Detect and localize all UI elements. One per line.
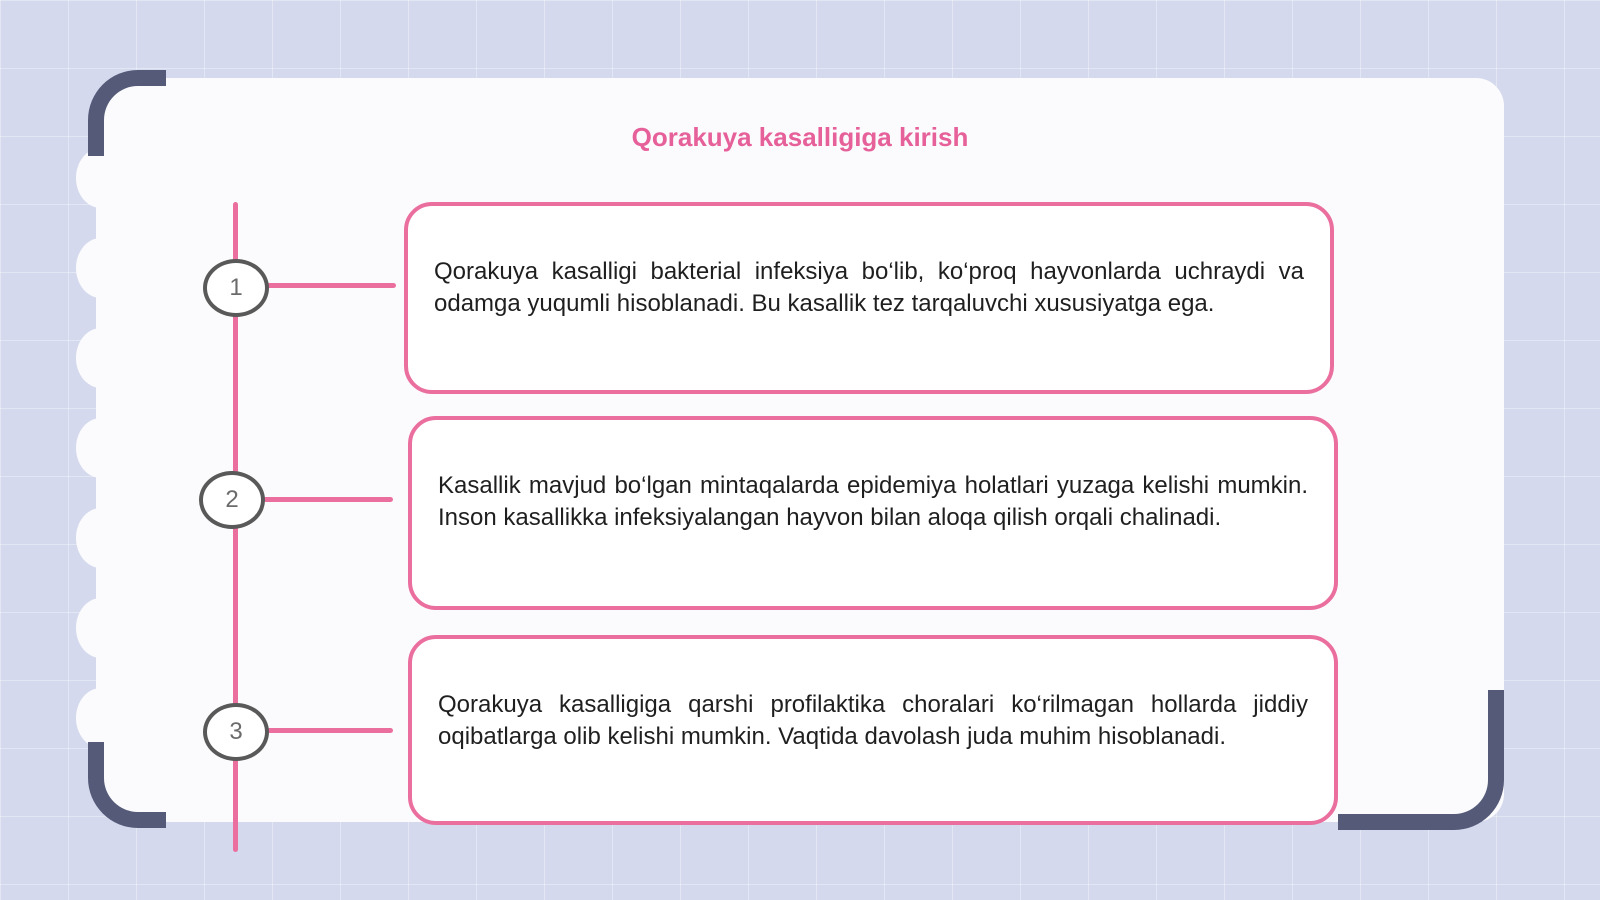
paper-scallop bbox=[76, 238, 126, 298]
step-text-2: Kasallik mavjud bo‘lgan mintaqalarda epidemiya holatlari yuzaga kelishi mumkin. Inson kasallikka infeksiyalangan hayvon bilan aloqa qilish orqali chalinadi. bbox=[438, 472, 1308, 531]
corner-bracket-bottom-right bbox=[1338, 690, 1504, 830]
step-number-1: 1 bbox=[203, 259, 269, 317]
step-number-2: 2 bbox=[199, 471, 265, 529]
timeline-connector bbox=[266, 728, 393, 733]
step-text-1: Qorakuya kasalligi bakterial infeksiya bo‘lib, ko‘proq hayvonlarda uchraydi va odamga yuqumli hisoblanadi. Bu kasallik tez tarqaluvchi xususiyatga ega. bbox=[434, 258, 1304, 317]
timeline-connector bbox=[266, 283, 396, 288]
paper-scallop bbox=[76, 688, 126, 748]
paper-scallop bbox=[76, 508, 126, 568]
slide-title: Qorakuya kasalligiga kirish bbox=[631, 122, 969, 152]
paper-scallop bbox=[76, 418, 126, 478]
corner-bracket-bottom-left bbox=[88, 742, 166, 828]
paper-scallop bbox=[76, 598, 126, 658]
paper-scallop bbox=[76, 328, 126, 388]
step-card-2 bbox=[408, 416, 1338, 610]
step-text-3: Qorakuya kasalligiga qarshi profilaktika choralari ko‘rilmagan hollarda jiddiy oqibatlarga olib kelishi mumkin. Vaqtida davolash juda muhim hisoblanadi. bbox=[438, 691, 1308, 750]
step-card-1 bbox=[404, 202, 1334, 394]
step-number-3: 3 bbox=[203, 703, 269, 761]
paper-scallop bbox=[76, 148, 126, 208]
step-card-3 bbox=[408, 635, 1338, 825]
timeline-connector bbox=[263, 497, 393, 502]
